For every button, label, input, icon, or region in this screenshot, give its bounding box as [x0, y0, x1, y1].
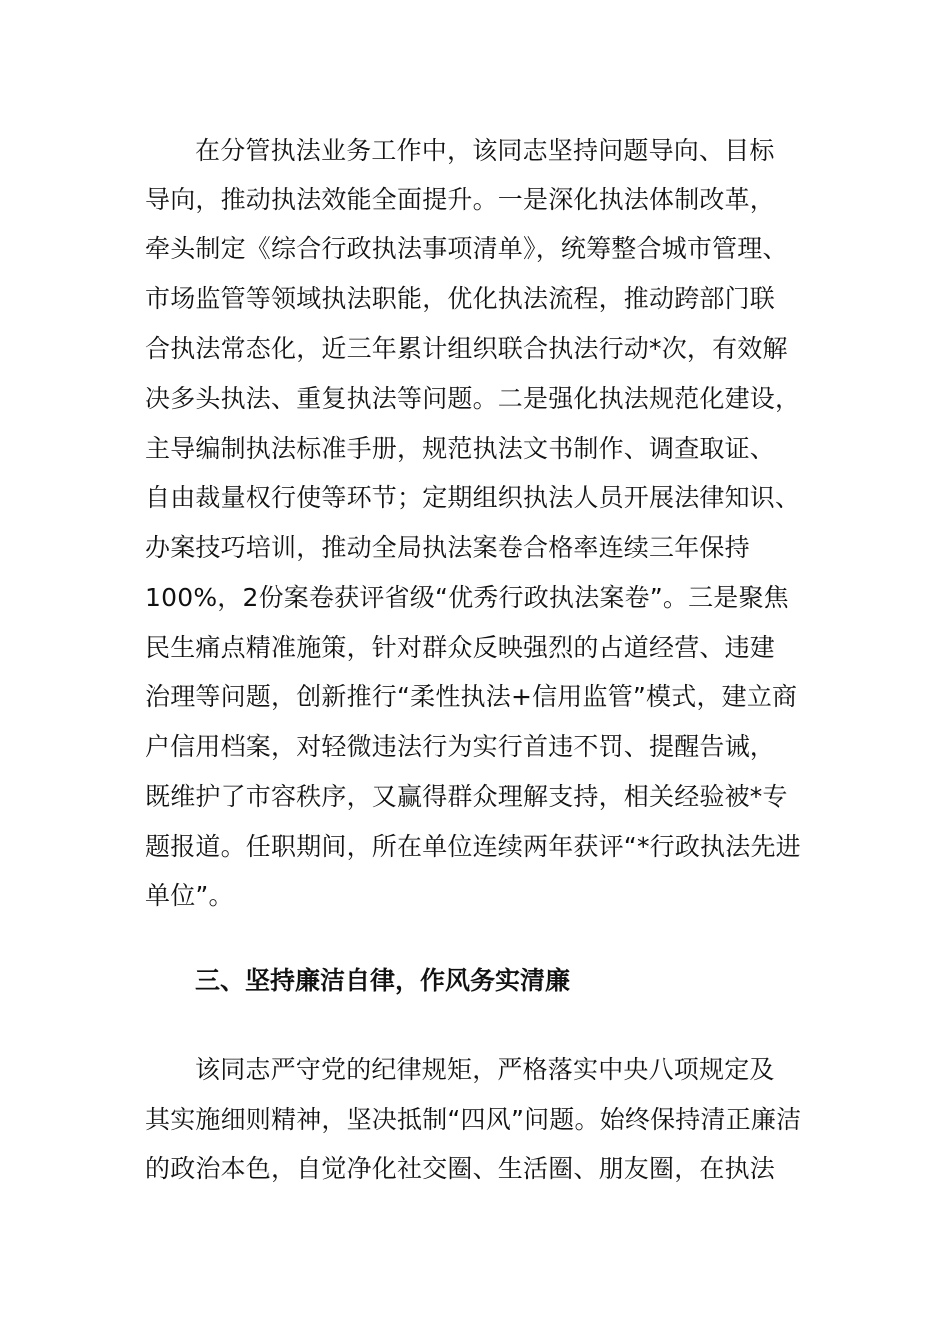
- paragraph2-line-2: 其实施细则精神，坚决抵制“四风”问题。始终保持清正廉洁: [145, 1105, 802, 1134]
- paragraph1-line-3: 牵头制定《综合行政执法事项清单》，统筹整合城市管理、: [145, 234, 788, 263]
- paragraph1-line-2: 导向，推动执法效能全面提升。一是深化执法体制改革，: [145, 185, 776, 214]
- paragraph1-line-8: 自由裁量权行使等环节；定期组织执法人员开展法律知识、: [145, 483, 801, 512]
- paragraph1-line-15: 题报道。任职期间，所在单位连续两年获评“*行政执法先进: [145, 832, 801, 861]
- paragraph1-line-13: 户信用档案，对轻微违法行为实行首违不罚、提醒告诫，: [145, 732, 776, 761]
- paragraph1-line-11: 民生痛点精准施策，针对群众反映强烈的占道经营、违建: [145, 633, 776, 662]
- paragraph1-line-14: 既维护了市容秩序，又赢得群众理解支持，相关经验被*专: [145, 782, 788, 811]
- paragraph1-line-9: 办案技巧培训，推动全局执法案卷合格率连续三年保持: [145, 533, 750, 562]
- paragraph1-line-6: 决多头执法、重复执法等问题。二是强化执法规范化建设，: [145, 384, 801, 413]
- section-heading: 三、坚持廉洁自律，作风务实清廉: [195, 966, 571, 995]
- paragraph1-line-10: 100%，2份案卷获评省级“优秀行政执法案卷”。三是聚焦: [145, 583, 789, 612]
- paragraph2-line-3: 的政治本色，自觉净化社交圈、生活圈、朋友圈，在执法: [145, 1154, 776, 1183]
- paragraph1-line-4: 市场监管等领域执法职能，优化执法流程，推动跨部门联: [145, 284, 776, 313]
- paragraph1-line-5: 合执法常态化，近三年累计组织联合执法行动*次，有效解: [145, 334, 788, 363]
- paragraph1-line-16: 单位”。: [145, 881, 234, 910]
- paragraph1-line-12: 治理等问题，创新推行“柔性执法+信用监管”模式，建立商: [145, 682, 798, 711]
- paragraph1-line-7: 主导编制执法标准手册，规范执法文书制作、调查取证、: [145, 434, 776, 463]
- paragraph1-line-1: 在分管执法业务工作中，该同志坚持问题导向、目标: [195, 136, 775, 165]
- paragraph2-line-1: 该同志严守党的纪律规矩，严格落实中央八项规定及: [195, 1055, 775, 1084]
